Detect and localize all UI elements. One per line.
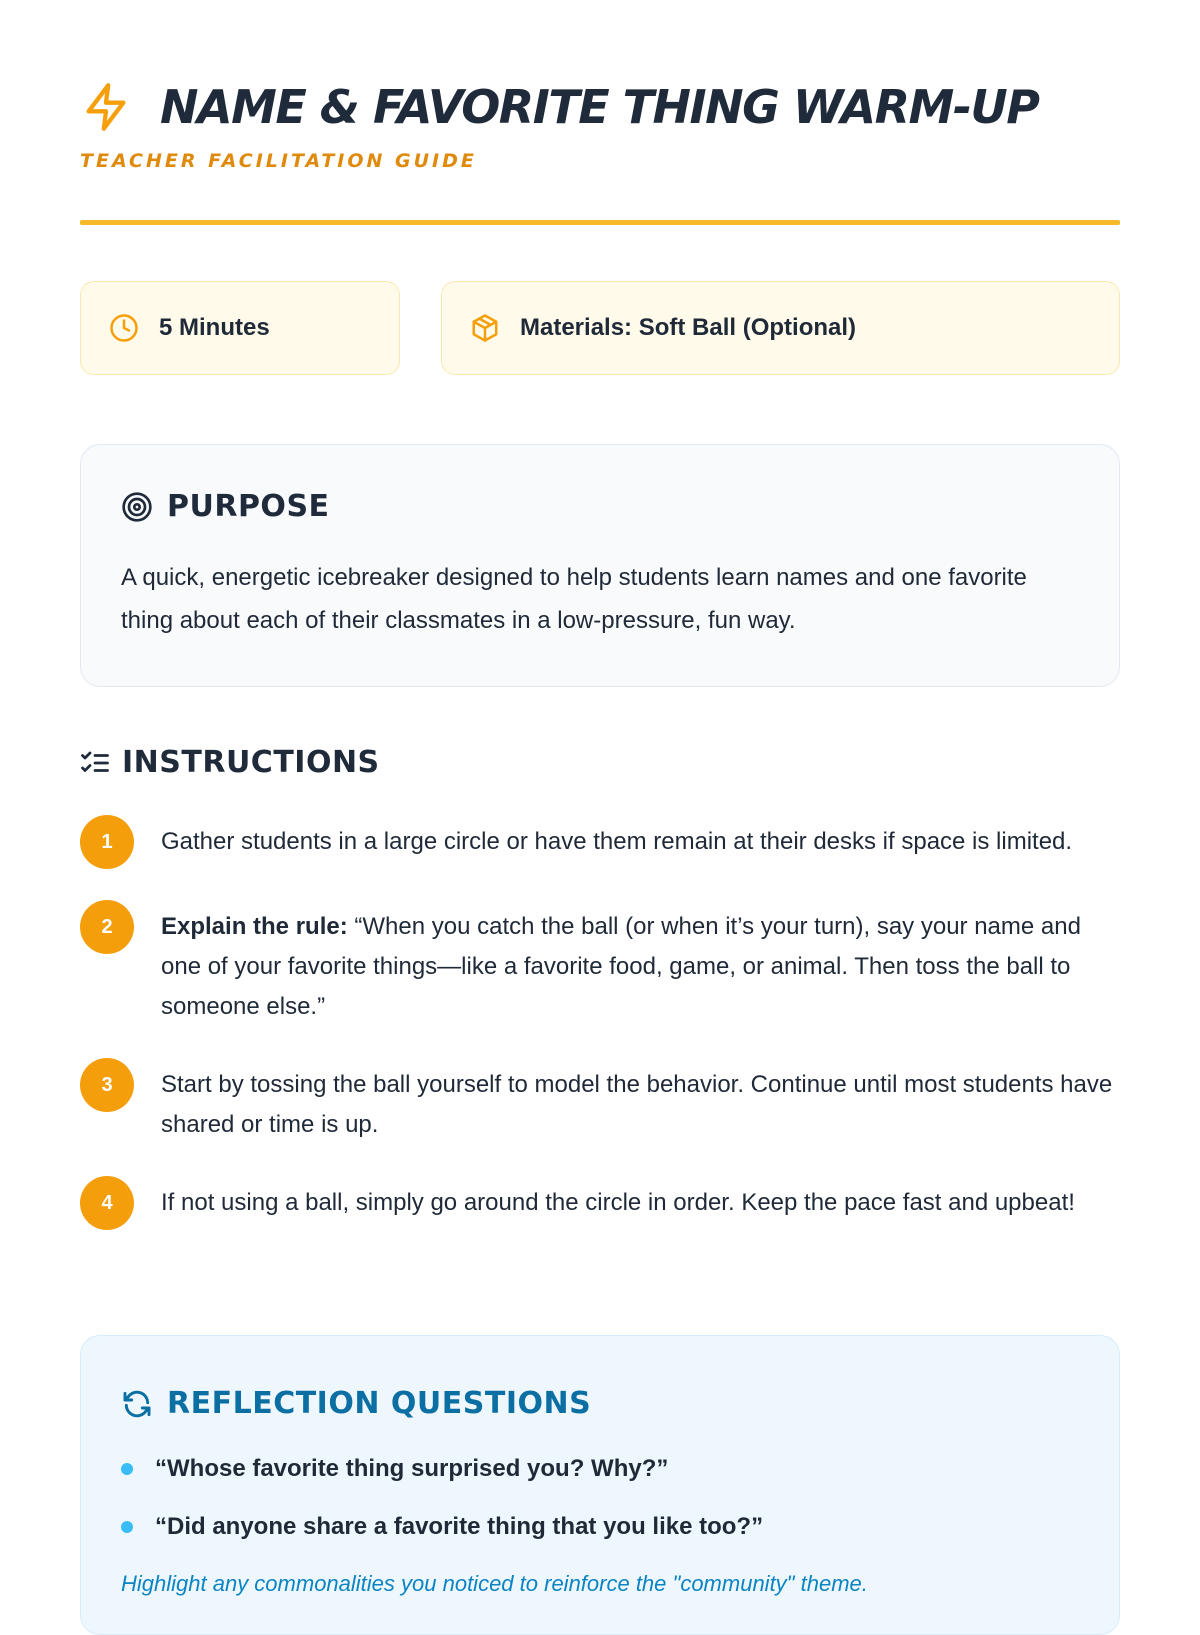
list-item — [121, 1513, 1079, 1541]
step-text: Gather students in a large circle or have them remain at their desks if space is limited. — [161, 828, 1073, 855]
question-text: “Whose favorite thing surprised you? Why?” — [155, 1455, 669, 1482]
instructions-header — [80, 745, 380, 780]
bolt-icon — [80, 81, 132, 133]
step-item — [80, 901, 1120, 1027]
step-text: If not using a ball, simply go around the circle in order. Keep the pace fast and upbeat! — [161, 1189, 1075, 1216]
instruction-steps — [80, 816, 1120, 1262]
purpose-section — [80, 444, 1120, 687]
target-icon — [121, 491, 153, 523]
clock-icon — [109, 313, 139, 343]
duration-text: 5 Minutes — [159, 314, 270, 341]
package-icon — [470, 313, 500, 343]
facilitator-note: Highlight any commonalities you noticed to reinforce the "community" theme. — [121, 1571, 868, 1596]
refresh-icon — [121, 1388, 153, 1420]
step-text: Explain the rule: “When you catch the ball (or when it’s your turn), say your name and one of your favorite things—like a favorite food, game, or animal. Then toss the ball to someone else.” — [161, 913, 1081, 1020]
step-item — [80, 816, 1120, 869]
step-number: 1 — [80, 815, 134, 869]
step-number: 4 — [80, 1176, 134, 1230]
header-divider — [80, 220, 1120, 225]
reflection-header — [121, 1386, 1079, 1421]
title-row — [80, 80, 1120, 134]
page-title: NAME & FAVORITE THING WARM-UP — [160, 80, 1039, 134]
step-text: Start by tossing the ball yourself to model the behavior. Continue until most students have shared or time is up. — [161, 1071, 1113, 1138]
materials-text: Materials: Soft Ball (Optional) — [520, 314, 857, 341]
bullet-dot — [121, 1521, 133, 1533]
reflection-title: REFLECTION QUESTIONS — [167, 1386, 592, 1421]
question-text: “Did anyone share a favorite thing that you like too?” — [155, 1513, 764, 1540]
duration-card — [80, 281, 400, 375]
purpose-text: A quick, energetic icebreaker designed to help students learn names and one favorite thing about each of their classmates in a low-pressure, fun way. — [121, 564, 1027, 634]
header — [80, 80, 1120, 172]
step-item — [80, 1059, 1120, 1145]
step-number: 3 — [80, 1058, 134, 1112]
instructions-title: INSTRUCTIONS — [122, 745, 380, 780]
purpose-header — [121, 489, 1079, 524]
reflection-questions — [121, 1455, 1079, 1541]
bullet-dot — [121, 1463, 133, 1475]
step-emphasis: Explain the rule: — [161, 913, 348, 940]
purpose-title: PURPOSE — [167, 489, 330, 524]
checklist-icon — [80, 748, 110, 778]
page-subtitle: TEACHER FACILITATION GUIDE — [80, 150, 477, 172]
list-item — [121, 1455, 1079, 1483]
reflection-section — [80, 1335, 1120, 1635]
step-number: 2 — [80, 900, 134, 954]
materials-card — [441, 281, 1120, 375]
step-item — [80, 1177, 1120, 1230]
